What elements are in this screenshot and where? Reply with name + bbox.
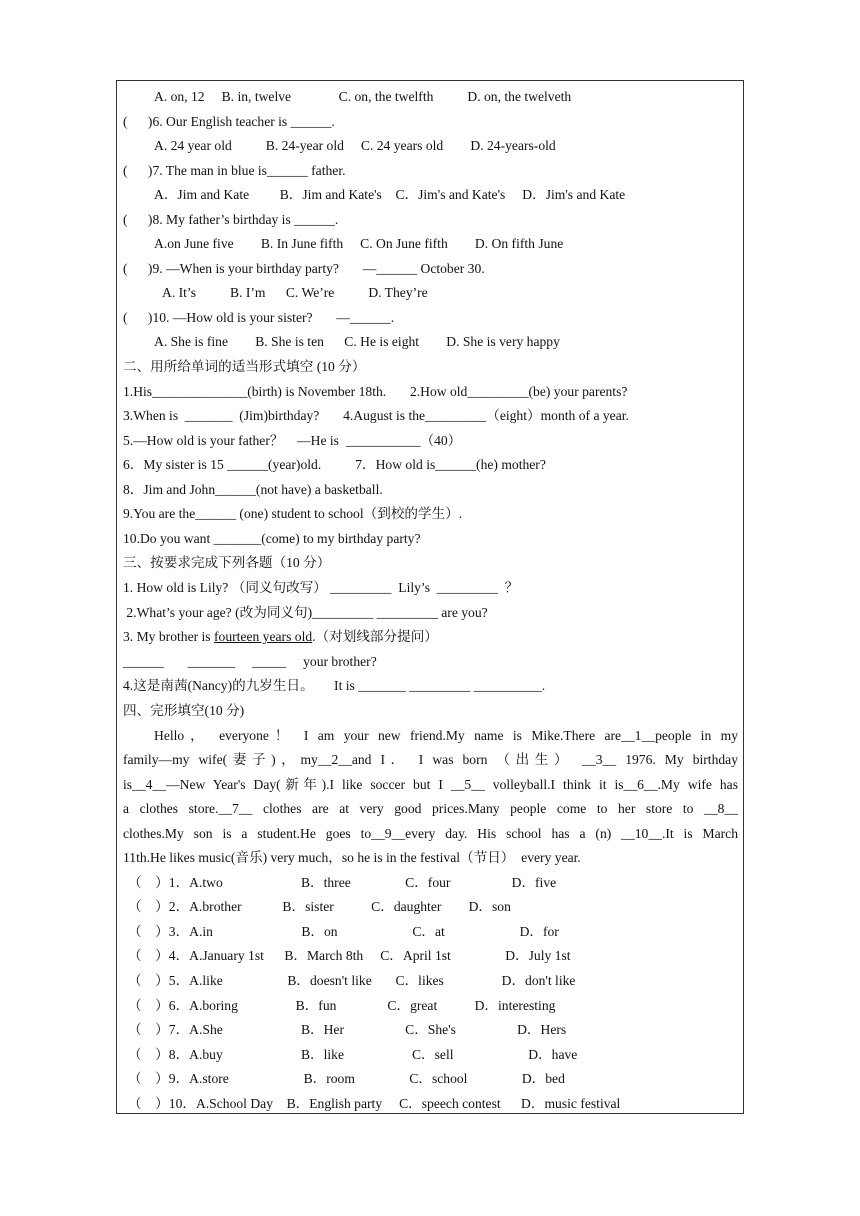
fill-line-6: 9.You are the______ (one) student to school（到校的学生）. xyxy=(123,506,463,521)
rewrite-1: 1. How old is Lily? （同义句改写） _________ Lily’s _________ ？ xyxy=(123,580,519,595)
rewrite-2: 2.What’s your age? (改为同义句)_________ _________ are you? xyxy=(123,605,488,620)
cloze-item-9: （ ）9．A.store B．room C．school D．bed xyxy=(128,1071,565,1086)
rewrite-4: 4.这是南茜(Nancy)的九岁生日。 It is _______ _________ __________. xyxy=(123,678,546,693)
fill-line-5: 8．Jim and John______(not have) a basketball. xyxy=(123,482,383,497)
fill-line-7: 10.Do you want _______(come) to my birthday party? xyxy=(123,531,421,546)
q9-stem: ( )9. —When is your birthday party? —______ October 30. xyxy=(123,261,485,276)
cloze-item-10: （ ）10．A.School Day B．English party C．speech contest D．music festival xyxy=(128,1096,621,1111)
cloze-item-7: （ ）7．A.She B．Her C．She's D．Hers xyxy=(128,1022,567,1037)
cloze-item-2: （ ）2．A.brother B．sister C．daughter D．son xyxy=(128,899,511,914)
q10-options: A. She is fine B. She is ten C. He is eight D. She is very happy xyxy=(154,334,560,349)
q8-stem: ( )8. My father’s birthday is ______. xyxy=(123,212,339,227)
passage-line-2: family—my wife(妻子)，my__2__and I． I was born （出生） __3__ 1976. My birthday xyxy=(123,752,738,767)
rewrite-3 xyxy=(123,628,438,646)
rewrite-3-answer: ______ _______ _____ your brother? xyxy=(123,654,377,669)
fill-line-1: 1.His______________(birth) is November 18th. 2.How old_________(be) your parents? xyxy=(123,384,628,399)
q8-options: A.on June five B. In June fifth C. On June fifth D. On fifth June xyxy=(154,236,564,251)
cloze-item-8: （ ）8．A.buy B．like C．sell D．have xyxy=(128,1047,578,1062)
rewrite-3-before: 3. My brother is xyxy=(123,629,214,644)
q9-options: A. It’s B. I’m C. We’re D. They’re xyxy=(162,285,428,300)
passage-line-3: is__4__—New Year's Day(新年).I like soccer but I __5__ volleyball.I think it is__6__.My wife has xyxy=(123,777,738,792)
cloze-item-4: （ ）4．A.January 1st B．March 8th C．April 1st D．July 1st xyxy=(128,948,571,963)
section-2-heading: 二、用所给单词的适当形式填空 (10 分） xyxy=(123,359,366,374)
fill-line-2: 3.When is _______ (Jim)birthday? 4.August is the_________（eight）month of a year. xyxy=(123,408,629,423)
q10-stem: ( )10. —How old is your sister? —______. xyxy=(123,310,395,325)
section-3-heading: 三、按要求完成下列各题（10 分） xyxy=(123,555,331,570)
section-4-heading: 四、完形填空(10 分) xyxy=(123,703,245,718)
cloze-item-5: （ ）5．A.like B．doesn't like C．likes D．don't like xyxy=(128,973,576,988)
passage-line-5: clothes.My son is a student.He goes to__9__every day. His school has a (n) __10__.It is March xyxy=(123,826,738,841)
q7-stem: ( )7. The man in blue is______ father. xyxy=(123,163,346,178)
fill-line-4: 6．My sister is 15 ______(year)old. 7．How old is______(he) mother? xyxy=(123,457,546,472)
passage-line-4: a clothes store.__7__ clothes are at very good prices.Many people come to her store to __8__ xyxy=(123,801,738,816)
q7-options: A．Jim and Kate B．Jim and Kate's C．Jim's and Kate's D．Jim's and Kate xyxy=(154,187,626,202)
rewrite-3-after: .（对划线部分提问） xyxy=(312,629,438,644)
cloze-item-3: （ ）3．A.in B．on C．at D．for xyxy=(128,924,559,939)
q5-options: A. on, 12 B. in, twelve C. on, the twelfth D. on, the twelveth xyxy=(154,89,572,104)
fill-line-3: 5.—How old is your father？ —He is ___________（40） xyxy=(123,433,462,448)
passage-line-1: Hello， everyone！ I am your new friend.My name is Mike.There are__1__people in my xyxy=(154,728,738,743)
cloze-item-6: （ ）6．A.boring B．fun C．great D．interesting xyxy=(128,998,556,1013)
q6-stem: ( )6. Our English teacher is ______. xyxy=(123,114,335,129)
q6-options: A. 24 year old B. 24-year old C. 24 years old D. 24-years-old xyxy=(154,138,556,153)
cloze-item-1: （ ）1．A.two B．three C．four D．five xyxy=(128,875,557,890)
passage-line-6: 11th.He likes music(音乐) very much，so he is in the festival（节日） every year. xyxy=(123,850,581,865)
rewrite-3-underlined: fourteen years old xyxy=(214,629,313,644)
